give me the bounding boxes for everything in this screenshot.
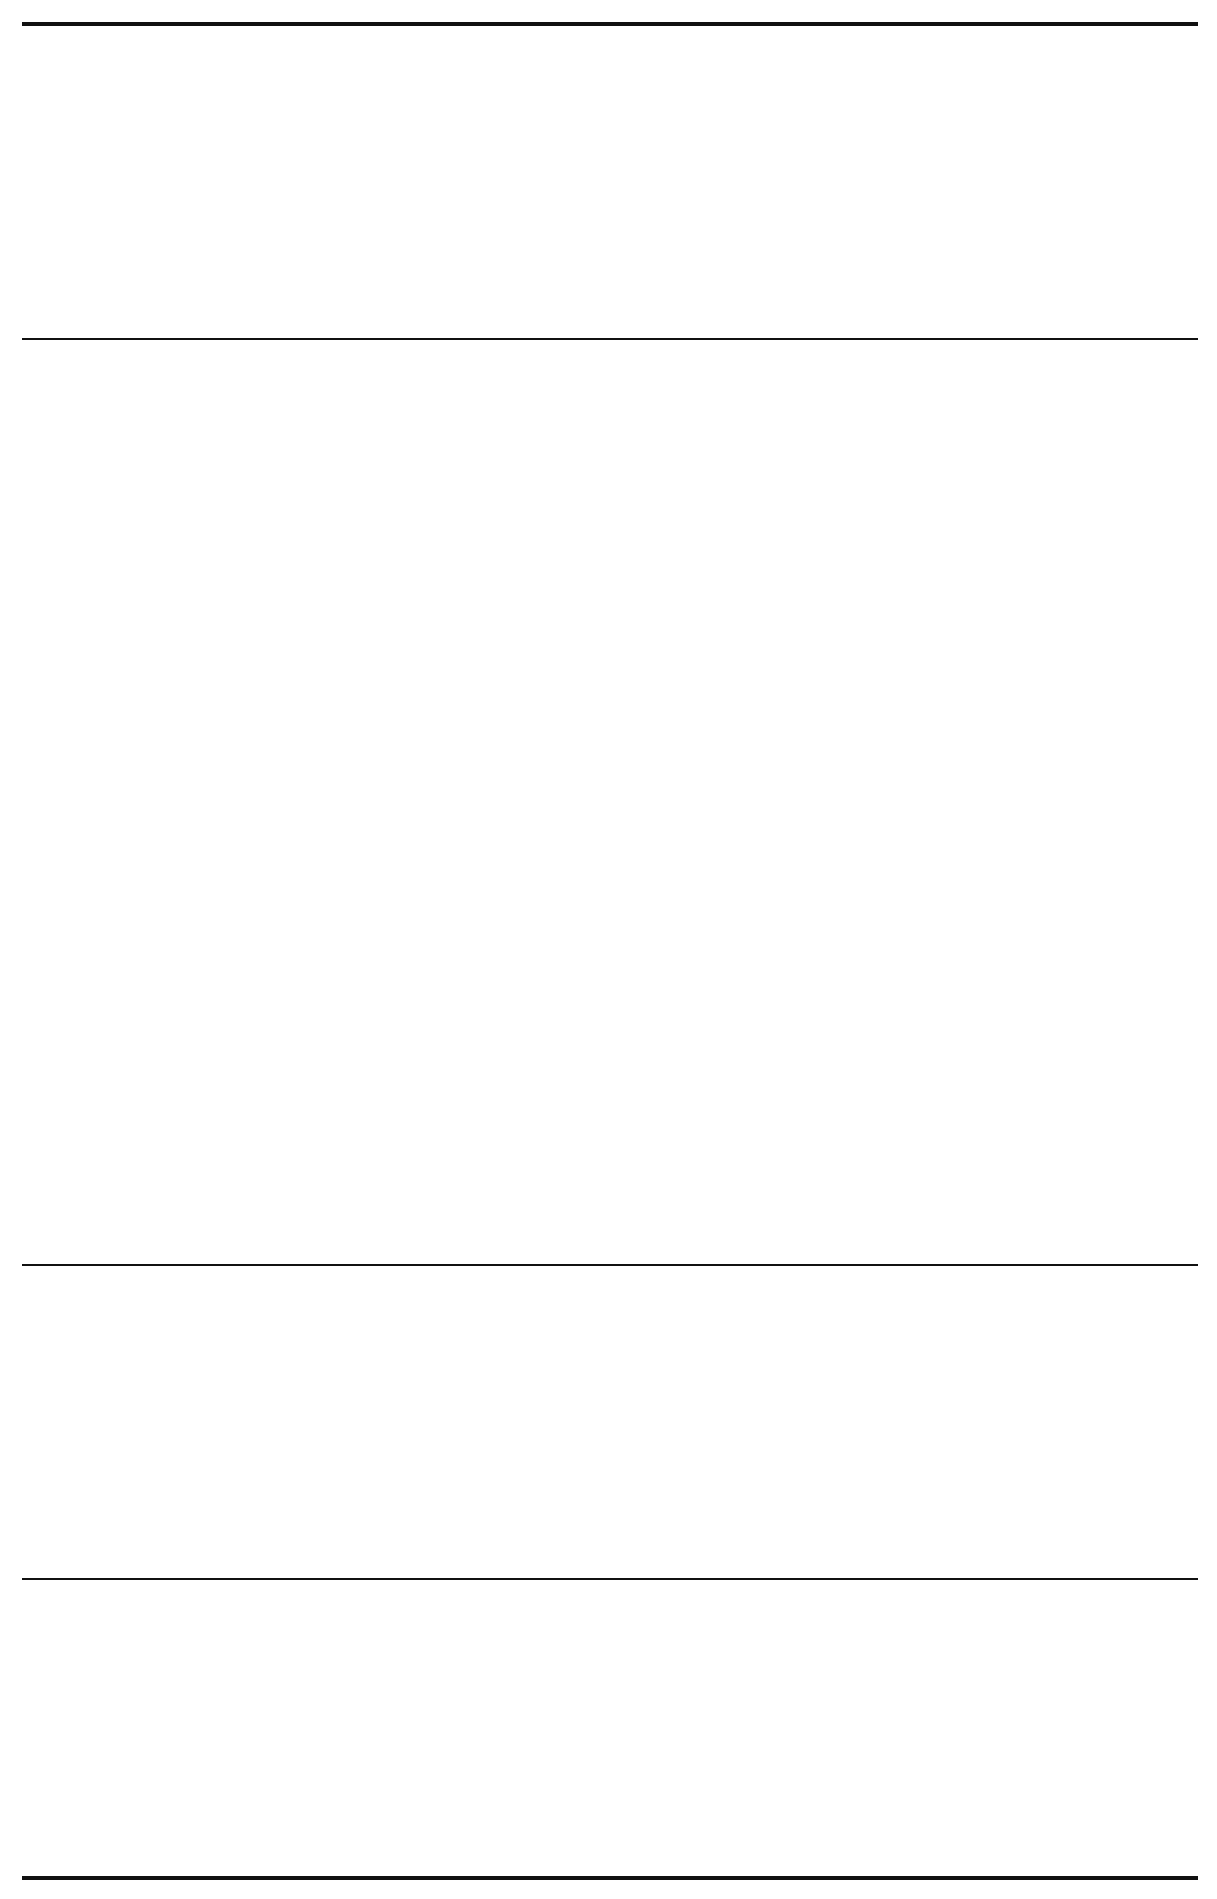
bottom-border xyxy=(22,1876,1198,1880)
divider-1 xyxy=(22,338,1198,340)
divider-2 xyxy=(22,1264,1198,1266)
divider-3 xyxy=(22,1578,1198,1580)
section-middle-lower xyxy=(34,960,1196,1260)
section-middle-upper xyxy=(34,650,1196,950)
section-top xyxy=(34,32,1196,332)
top-border xyxy=(22,22,1198,26)
